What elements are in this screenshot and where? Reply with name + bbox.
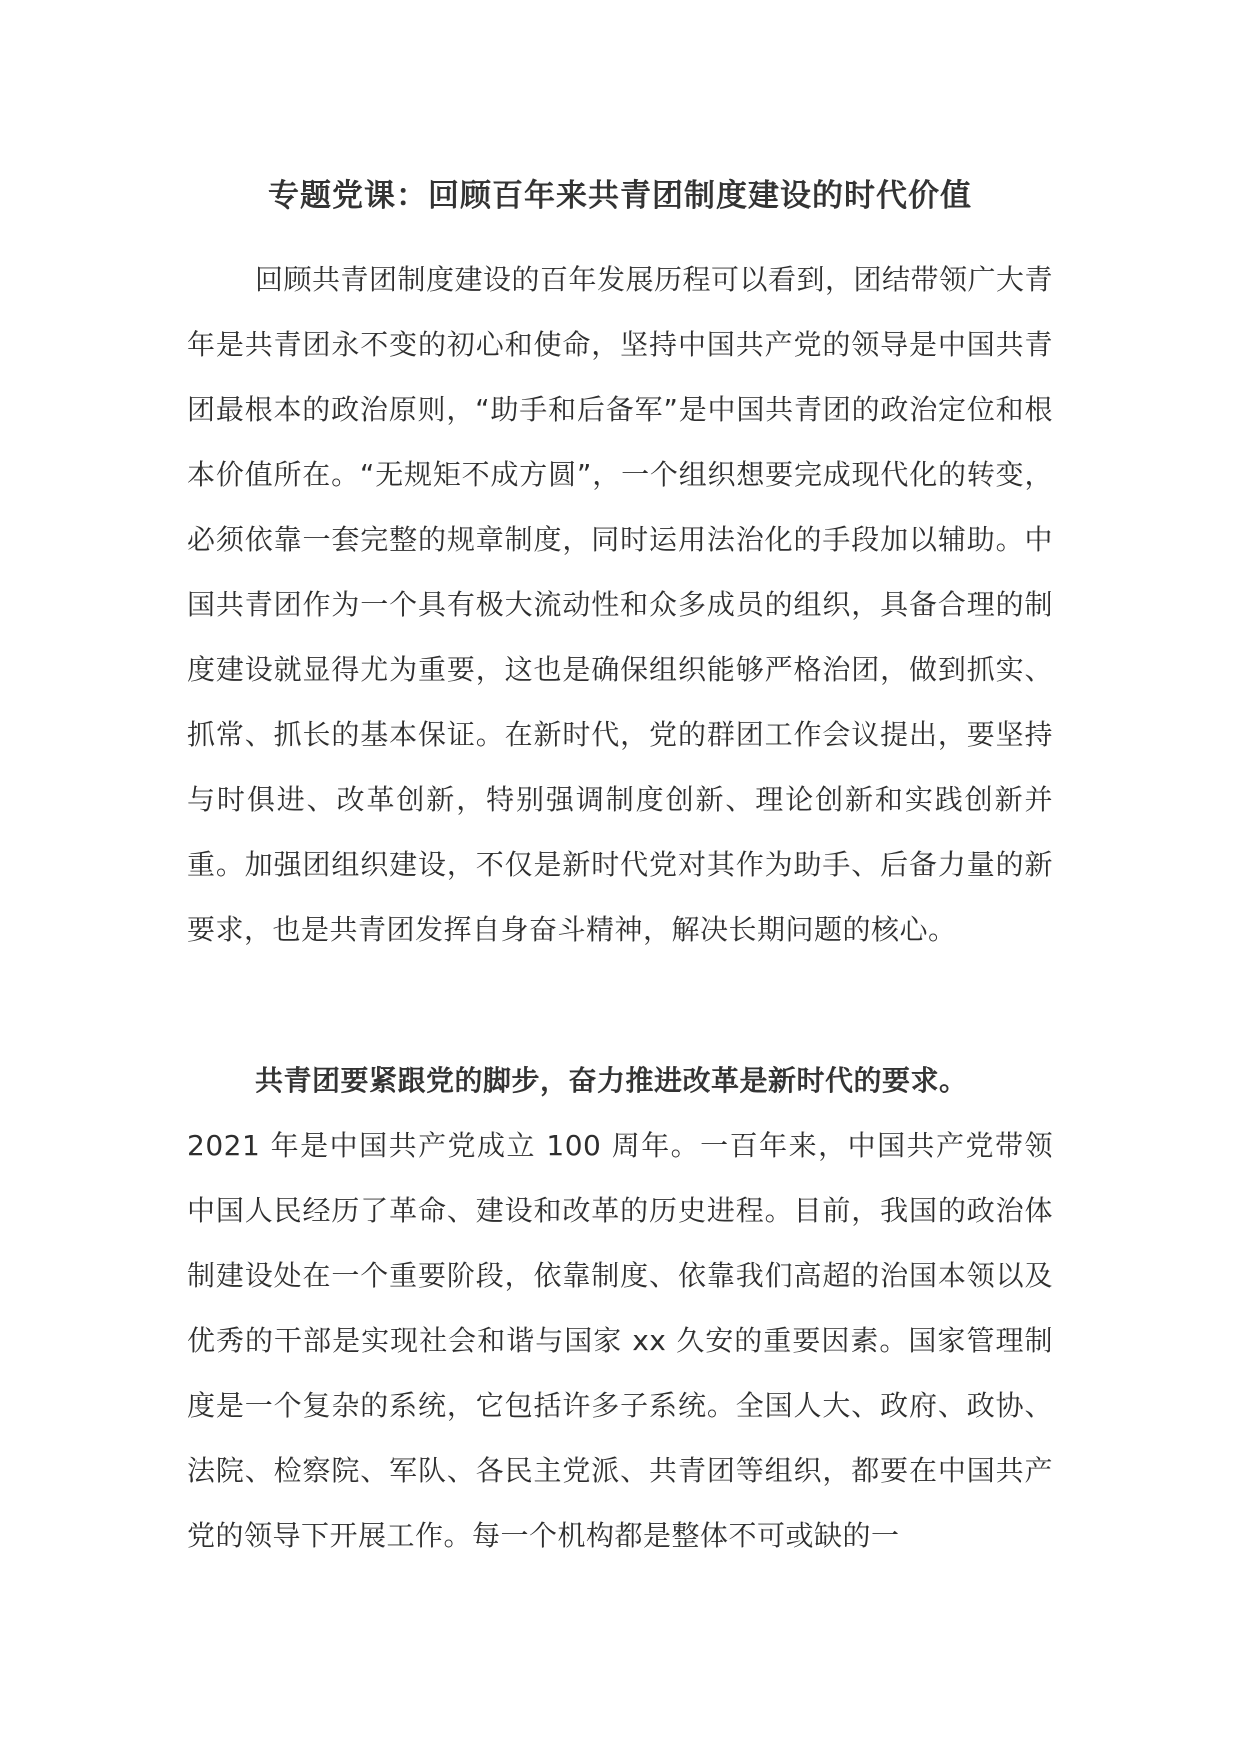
paragraph-2-text: 2021 年是中国共产党成立 100 周年。一百年来，中国共产党带领中国人民经历了革命、建设和改革的历史进程。目前，我国的政治体制建设处在一个重要阶段，依靠制度、依靠我们高超的治国本领以及优秀的干部是实现社会和谐与国家 xx 久安的重要因素。国家管理制度是一个复杂的系统，它包括许多子系统。全国人大、政府、政协、法院、检察院、军队、各民主党派、共青团等组织，都要在中国共产党的领导下开展工作。每一个机构都是整体不可或缺的一: [187, 1129, 1053, 1552]
document-title: 专题党课：回顾百年来共青团制度建设的时代价值: [268, 178, 972, 214]
paragraph-2-lead: 共青团要紧跟党的脚步，奋力推进改革是新时代的要求。: [255, 1064, 968, 1097]
paragraph-1-text: 回顾共青团制度建设的百年发展历程可以看到，团结带领广大青年是共青团永不变的初心和使命，坚持中国共产党的领导是中国共青团最根本的政治原则，“助手和后备军”是中国共青团的政治定位和根本价值所在。“无规矩不成方圆”，一个组织想要完成现代化的转变，必须依靠一套完整的规章制度，同时运用法治化的手段加以辅助。中国共青团作为一个具有极大流动性和众多成员的组织，具备合理的制度建设就显得尤为重要，这也是确保组织能够严格治团，做到抓实、抓常、抓长的基本保证。在新时代，党的群团工作会议提出，要坚持与时俱进、改革创新，特别强调制度创新、理论创新和实践创新并重。加强团组织建设，不仅是新时代党对其作为助手、后备力量的新要求，也是共青团发挥自身奋斗精神，解决长期问题的核心。: [187, 263, 1054, 946]
paragraph-1: [187, 247, 1053, 962]
paragraph-2: [187, 1048, 1053, 1568]
